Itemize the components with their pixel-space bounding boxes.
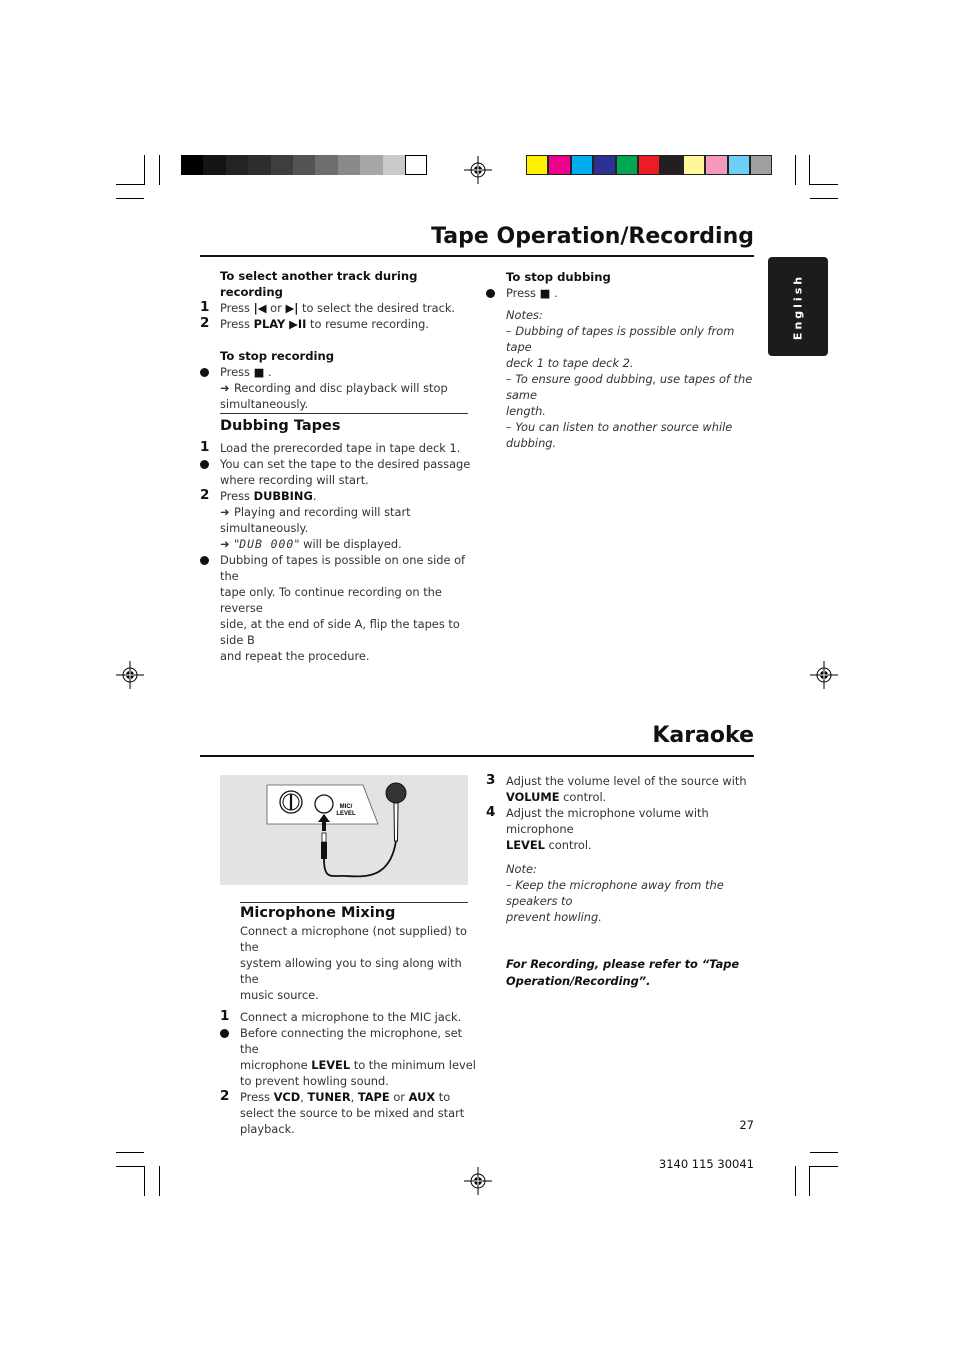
dubbing-result-2: ➜ "DUB 000" will be displayed.: [220, 537, 402, 551]
mic-step-1: 1 Connect a microphone to the MIC jack.: [220, 1008, 462, 1024]
notes-label: Notes:: [506, 308, 543, 322]
crop-mark: [159, 1166, 160, 1196]
mic-jack-icon: [315, 795, 333, 813]
stop-recording-bullet: Press ■ .: [200, 364, 475, 380]
crop-mark: [144, 1166, 145, 1196]
note-2: – To ensure good dubbing, use tapes of the same: [506, 372, 753, 402]
color-swatch: [203, 155, 225, 175]
title-rule: [200, 755, 754, 757]
crop-mark: [116, 184, 144, 185]
color-swatch: [360, 155, 382, 175]
color-swatch: [181, 155, 203, 175]
bullet-icon: [200, 460, 209, 469]
arrow-icon: ➜: [220, 537, 230, 551]
stop-recording-heading: To stop recording: [220, 349, 335, 363]
mic-plug-icon: [321, 833, 327, 859]
stop-icon: ■: [539, 286, 551, 300]
bullet-icon: [486, 289, 495, 298]
color-swatch: [383, 155, 405, 175]
crop-mark: [116, 198, 144, 199]
tape-right-column: To stop dubbing Press ■ . Notes: – Dubbing of tapes is possible only from tape deck 1 to tape deck 2. – To ensure good dubbing, use tapes of the same length. – You can listen to another source while dubbing.: [486, 269, 756, 451]
dubbing-step-1: 1 Load the prerecorded tape in tape deck 1.: [200, 439, 461, 455]
dubbing-section: Dubbing Tapes 1 Load the prerecorded tape in tape deck 1. You can set the tape to the desired passage where recording will start. 2 Press DUBBING. ➜ Playing and recording will start simultaneously. ➜ "DUB 000" will be displayed. Dubbing of tapes is possible on one side of the tape only. To continue recording on the reverse side, at the end of side A, flip the tapes to side B and repeat the procedure.: [200, 416, 475, 664]
registration-target-icon: [464, 156, 492, 184]
jack-label-line-1: MIC/: [339, 804, 353, 810]
crop-mark: [116, 1152, 144, 1153]
color-swatch: [293, 155, 315, 175]
dubbing-step-2: 2 Press DUBBING.: [200, 487, 317, 503]
microphone-connection-illustration: [220, 775, 468, 885]
color-swatch: [660, 155, 682, 175]
color-swatch: [405, 155, 427, 175]
bullet-icon: [200, 368, 209, 377]
color-swatch: [571, 155, 593, 175]
color-swatch: [548, 155, 570, 175]
lcd-display-text: DUB 000: [239, 537, 295, 551]
play-pause-key: PLAY ▶II: [253, 317, 307, 331]
color-swatch: [593, 155, 615, 175]
color-swatch: [271, 155, 293, 175]
volume-knob-icon: [280, 791, 302, 813]
stop-dubbing-bullet: Press ■ .: [486, 285, 756, 301]
color-swatch: [638, 155, 660, 175]
crop-mark: [810, 198, 838, 199]
color-swatch: [683, 155, 705, 175]
crop-mark: [809, 155, 810, 185]
crop-mark: [810, 1152, 838, 1153]
dubbing-bullet-2: Dubbing of tapes is possible on one side of the: [200, 552, 475, 584]
dubbing-result-1: ➜ Playing and recording will start simultaneously.: [220, 505, 411, 535]
language-tab: [768, 257, 828, 356]
crop-mark: [809, 1166, 810, 1196]
registration-target-icon: [464, 1167, 492, 1195]
color-swatch: [338, 155, 360, 175]
note-1: – Dubbing of tapes is possible only from tape: [506, 324, 735, 354]
mic-mixing-heading: Microphone Mixing: [240, 905, 396, 921]
bullet-icon: [200, 556, 209, 565]
registration-target-icon: [116, 661, 144, 689]
crop-mark: [159, 155, 160, 185]
page-title: Tape Operation/Recording: [431, 224, 754, 249]
language-tab-label: English: [791, 273, 805, 340]
karaoke-note: – Keep the microphone away from the speakers to: [506, 878, 724, 908]
color-swatch: [226, 155, 248, 175]
color-swatch: [526, 155, 548, 175]
previous-track-icon: |◀: [253, 301, 267, 315]
page-number: 27: [739, 1118, 754, 1132]
karaoke-note-label: Note:: [506, 862, 537, 876]
crop-mark: [144, 155, 145, 185]
recording-reference: For Recording, please refer to “Tape: [506, 957, 740, 971]
select-track-step-1: 1 Press |◀ or ▶| to select the desired track.: [200, 299, 456, 315]
arrow-icon: ➜: [220, 381, 230, 395]
stop-icon: ■: [253, 365, 265, 379]
mic-bullet: Before connecting the microphone, set the: [220, 1025, 480, 1057]
karaoke-right-column: 3 Adjust the volume level of the source with VOLUME control. 4 Adjust the microphone volume with microphone LEVEL control. Note: – Keep the microphone away from the speakers to prevent howling. For Recording, please refer to “Tape Operation/Recording”.: [486, 773, 761, 990]
crop-mark: [810, 184, 838, 185]
mic-step-2: 2 Press VCD, TUNER, TAPE or AUX to: [220, 1088, 451, 1104]
registration-target-icon: [810, 661, 838, 689]
section-rule: [240, 902, 468, 903]
crop-mark: [810, 1166, 838, 1167]
color-swatch: [728, 155, 750, 175]
note-3: – You can listen to another source while dubbing.: [506, 420, 733, 450]
section-rule: [220, 413, 468, 414]
arrow-icon: ➜: [220, 505, 230, 519]
select-track-heading: To select another track during recording: [220, 269, 418, 299]
section-title-karaoke: Karaoke: [652, 723, 754, 748]
mic-mixing-section: Microphone Mixing Connect a microphone (not supplied) to the system allowing you to sing along with the music source. 1 Connect a microphone to the MIC jack. Before connecting the microphone, set the microphone LEVEL to the minimum level to prevent howling sound. 2 Press VCD, TUNER, TAPE or AUX to select the source to be mixed and start playback.: [220, 903, 480, 1137]
document-code: 3140 115 30041: [658, 1157, 754, 1171]
dubbing-heading: Dubbing Tapes: [220, 418, 341, 434]
color-swatch: [315, 155, 337, 175]
color-swatch: [750, 155, 772, 175]
crop-mark: [116, 1166, 144, 1167]
select-track-step-2: 2 Press PLAY ▶II to resume recording.: [200, 315, 430, 331]
karaoke-step-4: 4 Adjust the microphone volume with microphone: [486, 804, 709, 836]
crop-mark: [795, 1166, 796, 1196]
stop-recording-result: ➜ Recording and disc playback will stop: [220, 381, 448, 395]
crop-mark: [795, 155, 796, 185]
dubbing-bullet-1: You can set the tape to the desired passage: [200, 456, 475, 472]
color-swatch: [248, 155, 270, 175]
jack-label-line-2: LEVEL: [336, 811, 356, 817]
next-track-icon: ▶|: [285, 301, 299, 315]
color-swatch: [616, 155, 638, 175]
tape-left-column: To select another track during recording 1 Press |◀ or ▶| to select the desired track. 2 Press PLAY ▶II to resume recording. To stop recording Press ■ . ➜ Recording and disc playback will stop simultaneously.: [200, 268, 475, 412]
title-rule: [200, 255, 754, 257]
color-swatch: [705, 155, 727, 175]
karaoke-step-3: 3 Adjust the volume level of the source with: [486, 772, 747, 788]
stop-dubbing-heading: To stop dubbing: [506, 270, 611, 284]
bullet-icon: [220, 1029, 229, 1038]
